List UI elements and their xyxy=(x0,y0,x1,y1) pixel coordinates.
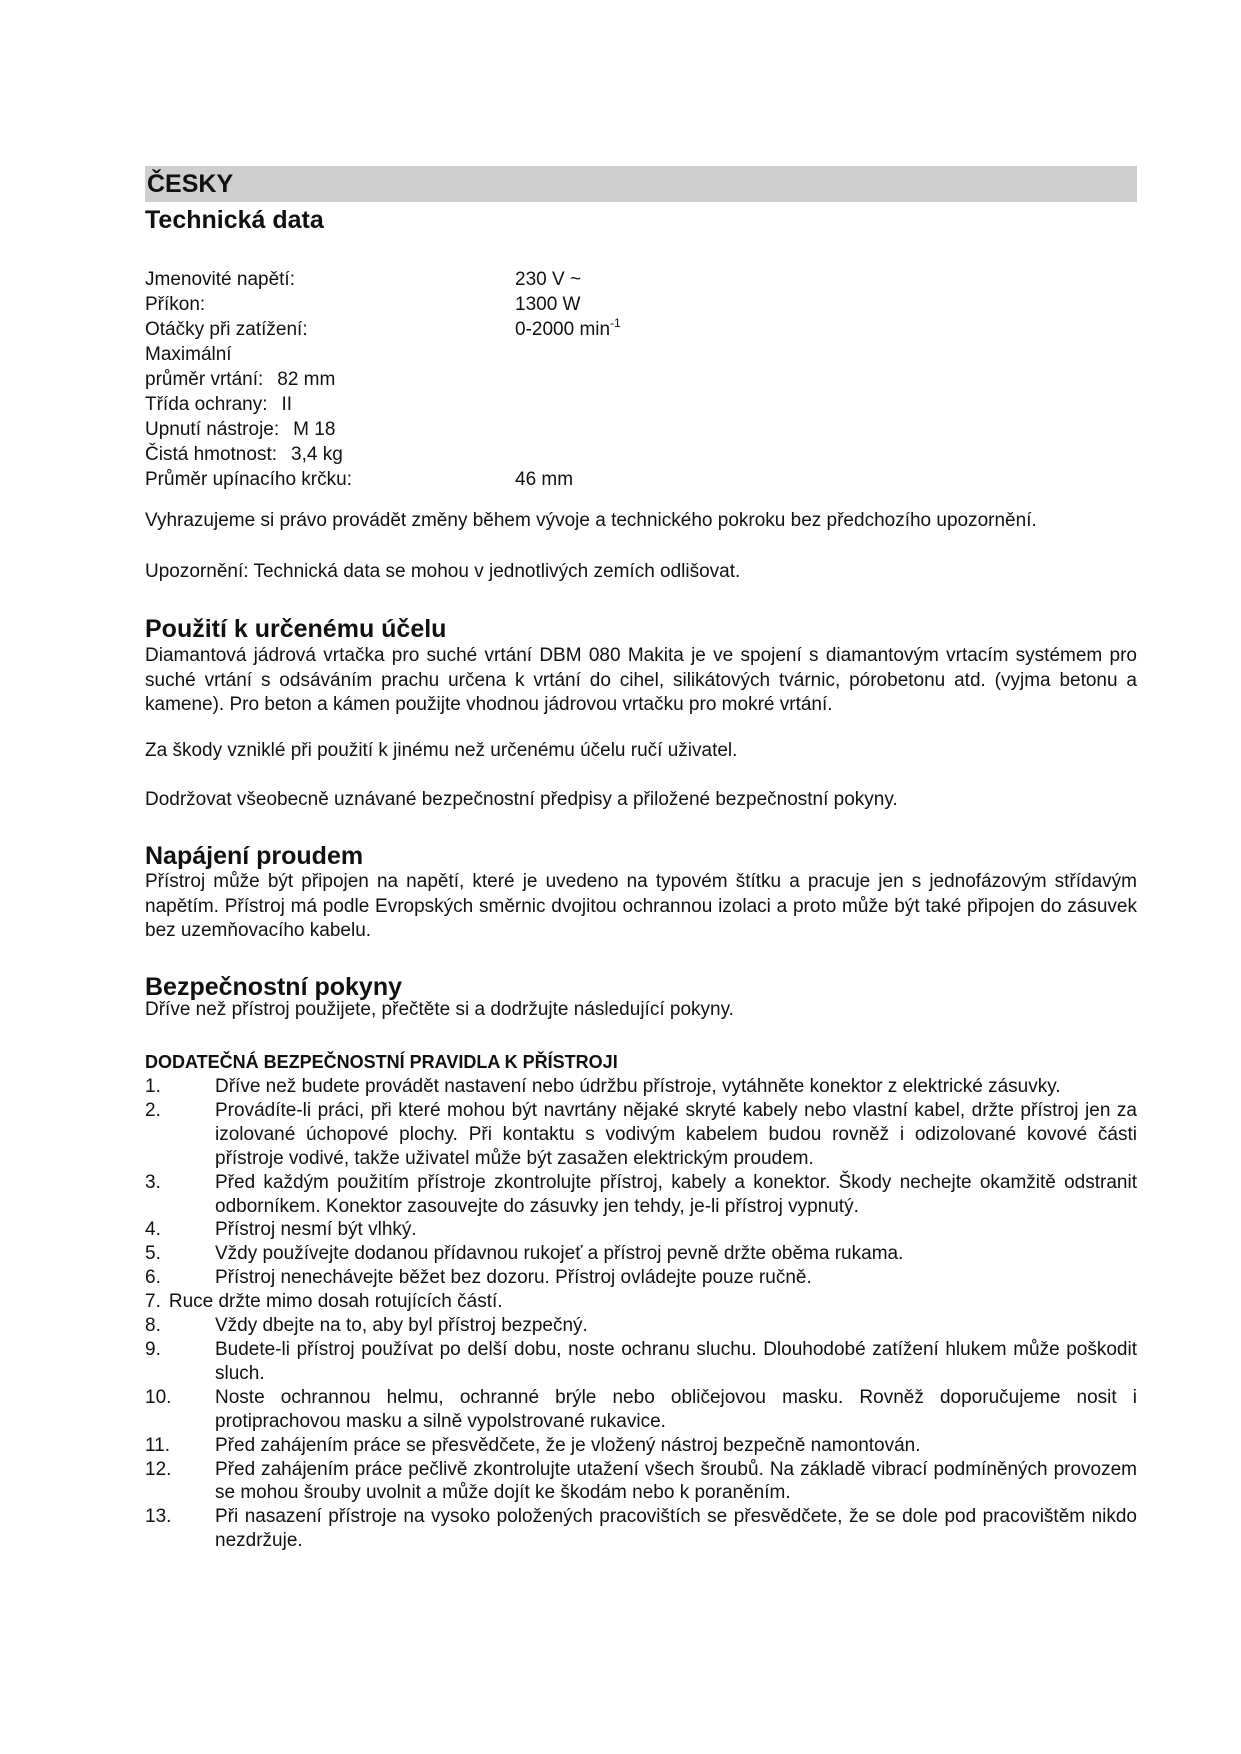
list-item xyxy=(145,1266,1137,1290)
safety-rules-list xyxy=(145,1075,1137,1553)
list-item xyxy=(145,1314,1137,1338)
intended-use-heading: Použití k určenému účelu xyxy=(145,615,447,643)
list-item xyxy=(145,1290,1137,1314)
spec-value-text: 0-2000 min xyxy=(515,319,611,340)
list-item xyxy=(145,1458,1137,1506)
liability-paragraph: Za škody vzniklé při použití k jinému než určenému účelu ručí uživatel. xyxy=(145,740,738,761)
list-item xyxy=(145,1075,1137,1099)
spec-value: 82 mm xyxy=(277,369,336,390)
spec-row-weight xyxy=(145,442,343,467)
spec-row-max xyxy=(145,342,232,367)
rule-number: 10. xyxy=(145,1386,172,1408)
safety-heading: Bezpečnostní pokyny xyxy=(145,973,402,1001)
rule-number: 6. xyxy=(145,1267,161,1289)
spec-value: II xyxy=(281,394,293,415)
spec-row-voltage xyxy=(145,267,582,292)
spec-value: 1300 W xyxy=(515,294,581,315)
spec-value: 46 mm xyxy=(515,469,574,490)
reserve-note: Vyhrazujeme si právo provádět změny během vývoje a technického pokroku bez předchozího upozornění. xyxy=(145,510,1037,531)
rule-number: 7. xyxy=(145,1291,161,1313)
rule-text: Vždy používejte dodanou přídavnou rukojeť a přístroj pevně držte oběma rukama. xyxy=(215,1243,904,1265)
rule-text: Budete-li přístroj používat po delší dobu, noste ochranu sluchu. Dlouhodobé zatížení hlukem může poškodit sluch. xyxy=(215,1338,1137,1384)
rule-number: 3. xyxy=(145,1171,161,1193)
spec-label: Třída ochrany: xyxy=(145,394,268,415)
spec-label: Upnutí nástroje: xyxy=(145,419,280,440)
power-supply-heading: Napájení proudem xyxy=(145,842,364,870)
rule-text: Vždy dbejte na to, aby byl přístroj bezpečný. xyxy=(215,1315,588,1337)
rule-text: Přístroj nesmí být vlhký. xyxy=(215,1219,417,1241)
rule-text: Před zahájením práce pečlivě zkontrolujte utažení všech šroubů. Na základě vibrací podmíněných provozem se mohou šrouby uvolnit a může dojít ke škodám nebo k poraněním. xyxy=(215,1458,1137,1504)
spec-value: 3,4 kg xyxy=(291,444,343,465)
rule-number: 12. xyxy=(145,1458,172,1480)
rule-number: 1. xyxy=(145,1076,161,1097)
rule-text: Noste ochrannou helmu, ochranné brýle nebo obličejovou masku. Rovněž doporučujeme nosit i protiprachovou masku a silně vypolstrované rukavice. xyxy=(215,1386,1137,1432)
spec-label: Maximální xyxy=(145,344,232,365)
rule-text: Přístroj nenechávejte běžet bez dozoru. Přístroj ovládejte pouze ručně. xyxy=(215,1267,812,1289)
spec-value: M 18 xyxy=(293,419,336,440)
intended-use-paragraph: Diamantová jádrová vrtačka pro suché vrtání DBM 080 Makita je ve spojení s diamantovým vrtacím systémem pro suché vrtání s odsáváním prachu určena k vrtání do cihel, silikátových tvárnic, pórobetonu atd. (vyjma betonu a kamene). Pro beton a kámen použijte vhodnou jádrovou vrtačku pro mokré vrtání. xyxy=(145,645,1137,715)
list-item xyxy=(145,1338,1137,1386)
rule-number: 8. xyxy=(145,1315,161,1337)
additional-rules-heading: DODATEČNÁ BEZPEČNOSTNÍ PRAVIDLA K PŘÍSTROJI xyxy=(145,1052,618,1072)
list-item xyxy=(145,1434,1137,1458)
spec-label: Průměr upínacího krčku: xyxy=(145,469,352,490)
spec-label: Jmenovité napětí: xyxy=(145,269,295,290)
list-item xyxy=(145,1099,1137,1171)
rule-text: Při nasazení přístroje na vysoko položených pracovištích se přesvědčete, že se dole pod pracovištěm nikdo nezdržuje. xyxy=(215,1506,1137,1552)
list-item xyxy=(145,1386,1137,1434)
spec-row-collar xyxy=(145,467,574,492)
spec-label: Čistá hmotnost: xyxy=(145,444,277,465)
list-item xyxy=(145,1505,1137,1553)
spec-value: 230 V ~ xyxy=(515,269,582,290)
spec-label: Příkon: xyxy=(145,294,206,315)
language-label: ČESKY xyxy=(147,170,234,198)
spec-row-chuck xyxy=(145,417,335,442)
page-title: Technická data xyxy=(145,206,324,234)
rule-text: Dříve než budete provádět nastavení nebo údržbu přístroje, vytáhněte konektor z elektrické zásuvky. xyxy=(215,1076,1061,1097)
spec-row-protection-class xyxy=(145,392,292,417)
rule-text: Před každým použitím přístroje zkontrolujte přístroj, kabely a konektor. Škody nechejte okamžitě odstranit odborníkem. Konektor zasouvejte do zásuvky jen tehdy, je-li přístroj vypnutý. xyxy=(215,1171,1137,1217)
rule-number: 4. xyxy=(145,1219,161,1241)
rule-number: 11. xyxy=(145,1434,171,1456)
rule-text: Ruce držte mimo dosah rotujících částí. xyxy=(168,1291,503,1313)
warning-note: Upozornění: Technická data se mohou v jednotlivých zemích odlišovat. xyxy=(145,561,741,582)
rule-number: 2. xyxy=(145,1099,161,1121)
spec-label: průměr vrtání: xyxy=(145,369,264,390)
list-item xyxy=(145,1242,1137,1266)
rule-number: 5. xyxy=(145,1243,161,1265)
language-section-bar xyxy=(145,166,1137,202)
rule-text: Provádíte-li práci, při které mohou být navrtány nějaké skryté kabely nebo vlastní kabel, držte přístroj jen za izolované úchopové plochy. Při kontaktu s vodivým kabelem budou rovněž i odizolované kovové části přístroje vodivé, takže uživatel může být zasažen elektrickým proudem. xyxy=(215,1099,1137,1169)
spec-row-power xyxy=(145,292,581,317)
spec-row-drill-diameter xyxy=(145,367,335,392)
list-item xyxy=(145,1218,1137,1242)
rule-number: 9. xyxy=(145,1338,161,1360)
rule-number: 13. xyxy=(145,1506,172,1528)
spec-label: Otáčky při zatížení: xyxy=(145,319,308,340)
list-item xyxy=(145,1171,1137,1219)
power-supply-paragraph: Přístroj může být připojen na napětí, které je uvedeno na typovém štítku a pracuje jen s jednofázovým střídavým napětím. Přístroj má podle Evropských směrnic dvojitou ochrannou izolaci a proto může být také připojen do zásuvek bez uzemňovacího kabelu. xyxy=(145,871,1137,941)
safety-intro: Dříve než přístroj použijete, přečtěte si a dodržujte následující pokyny. xyxy=(145,999,734,1020)
spec-value xyxy=(515,317,621,342)
regulations-paragraph: Dodržovat všeobecně uznávané bezpečnostní předpisy a přiložené bezpečnostní pokyny. xyxy=(145,789,898,810)
spec-row-speed xyxy=(145,316,621,342)
rule-text: Před zahájením práce se přesvědčete, že je vložený nástroj bezpečně namontován. xyxy=(215,1434,921,1456)
spec-value-exponent: -1 xyxy=(610,316,621,330)
